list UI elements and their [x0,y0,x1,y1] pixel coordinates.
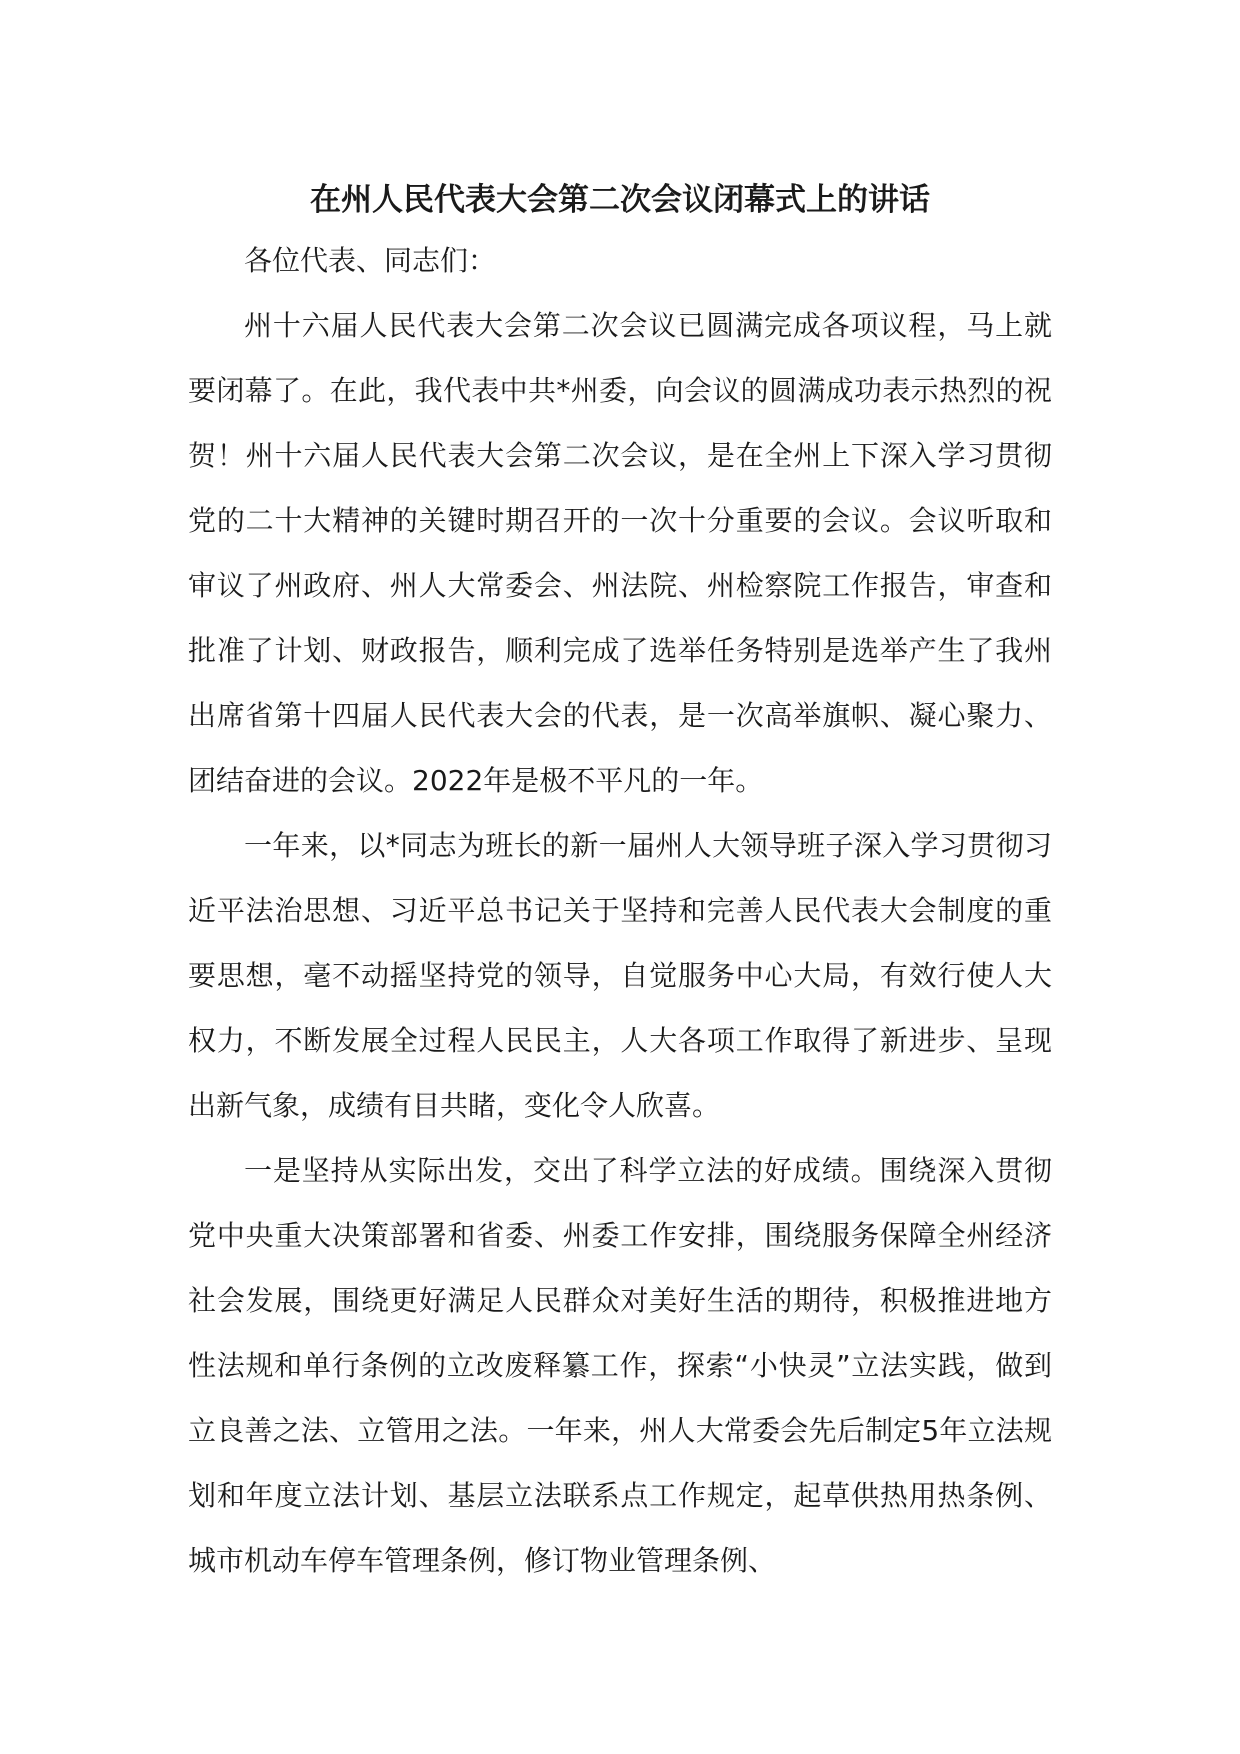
document-title: 在州人民代表大会第二次会议闭幕式上的讲话 [310,182,930,218]
salutation: 各位代表、同志们： [244,244,497,277]
paragraph-1: 州十六届人民代表大会第二次会议已圆满完成各项议程，马上就要闭幕了。在此，我代表中共*州委，向会议的圆满成功表示热烈的祝贺！州十六届人民代表大会第二次会议，是在全州上下深入学习贯彻党的二十大精神的关键时期召开的一次十分重要的会议。会议听取和审议了州政府、州人大常委会、州法院、州检察院工作报告，审查和批准了计划、财政报告，顺利完成了选举任务特别是选举产生了我州出席省第十四届人民代表大会的代表，是一次高举旗帜、凝心聚力、团结奋进的会议。2022年是极不平凡的一年。 [188,309,1052,797]
paragraph-2: 一年来，以*同志为班长的新一届州人大领导班子深入学习贯彻习近平法治思想、习近平总书记关于坚持和完善人民代表大会制度的重要思想，毫不动摇坚持党的领导，自觉服务中心大局，有效行使人大权力，不断发展全过程人民民主，人大各项工作取得了新进步、呈现出新气象，成绩有目共睹，变化令人欣喜。 [188,829,1052,1122]
document-page [188,172,1052,1593]
paragraph-3: 一是坚持从实际出发，交出了科学立法的好成绩。围绕深入贯彻党中央重大决策部署和省委、州委工作安排，围绕服务保障全州经济社会发展，围绕更好满足人民群众对美好生活的期待，积极推进地方性法规和单行条例的立改废释纂工作，探索“小快灵”立法实践，做到立良善之法、立管用之法。一年来，州人大常委会先后制定5年立法规划和年度立法计划、基层立法联系点工作规定，起草供热用热条例、城市机动车停车管理条例，修订物业管理条例、 [188,1154,1052,1577]
